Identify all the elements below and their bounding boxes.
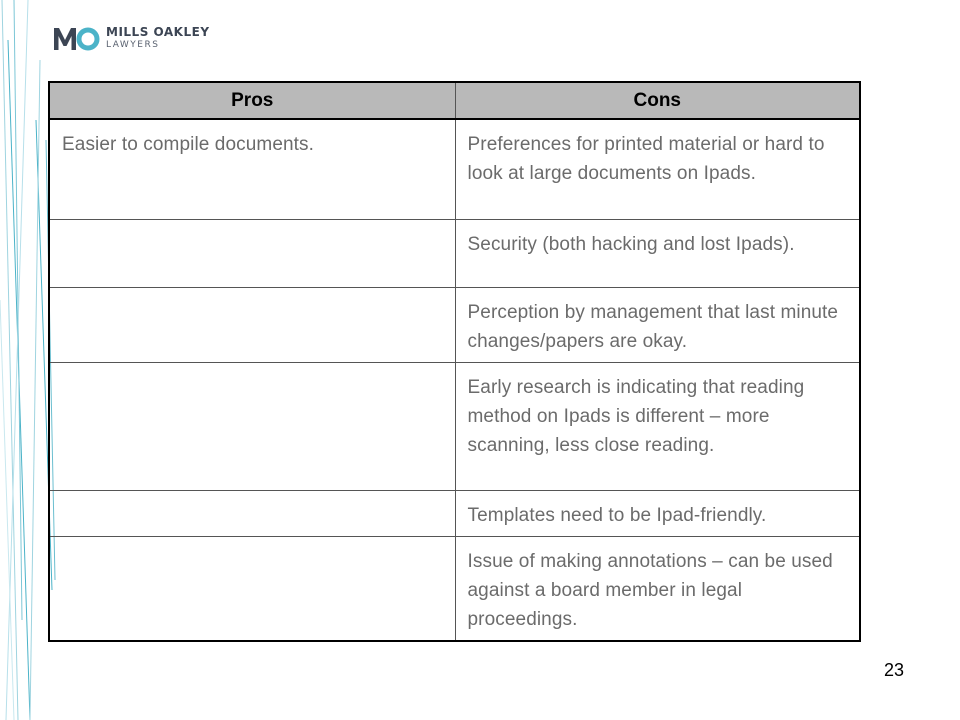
cons-cell: Templates need to be Ipad-friendly. [455, 490, 860, 536]
table-row [49, 490, 860, 536]
table-row [49, 219, 860, 287]
cons-cell: Security (both hacking and lost Ipads). [455, 219, 860, 287]
cons-cell: Early research is indicating that reading method on Ipads is different – more scanning, less close reading. [455, 362, 860, 490]
page-number: 23 [883, 660, 904, 680]
pros-cell [49, 362, 455, 490]
deco-line [14, 0, 22, 620]
pros-cell [49, 490, 455, 536]
deco-line [30, 60, 40, 720]
pros-cons-table [48, 81, 861, 642]
logo-sub: LAWYERS [106, 40, 160, 50]
table-row [49, 536, 860, 641]
table-header-row [49, 82, 860, 119]
pros-cell [49, 536, 455, 641]
pros-cell [49, 287, 455, 362]
table-row [49, 287, 860, 362]
deco-line [0, 300, 14, 720]
table-row [49, 119, 860, 219]
pros-cell: Easier to compile documents. [49, 119, 455, 219]
cons-cell: Perception by management that last minute changes/papers are okay. [455, 287, 860, 362]
table-row [49, 362, 860, 490]
company-logo [52, 24, 210, 52]
cons-cell: Preferences for printed material or hard to look at large documents on Ipads. [455, 119, 860, 219]
mo-logo-mark-icon [52, 24, 100, 52]
logo-name: MILLS OAKLEY [106, 25, 210, 39]
header-cons: Cons [455, 82, 860, 119]
pros-cell [49, 219, 455, 287]
cons-cell: Issue of making annotations – can be used against a board member in legal proceedings. [455, 536, 860, 641]
header-pros: Pros [49, 82, 455, 119]
deco-line [6, 0, 28, 720]
